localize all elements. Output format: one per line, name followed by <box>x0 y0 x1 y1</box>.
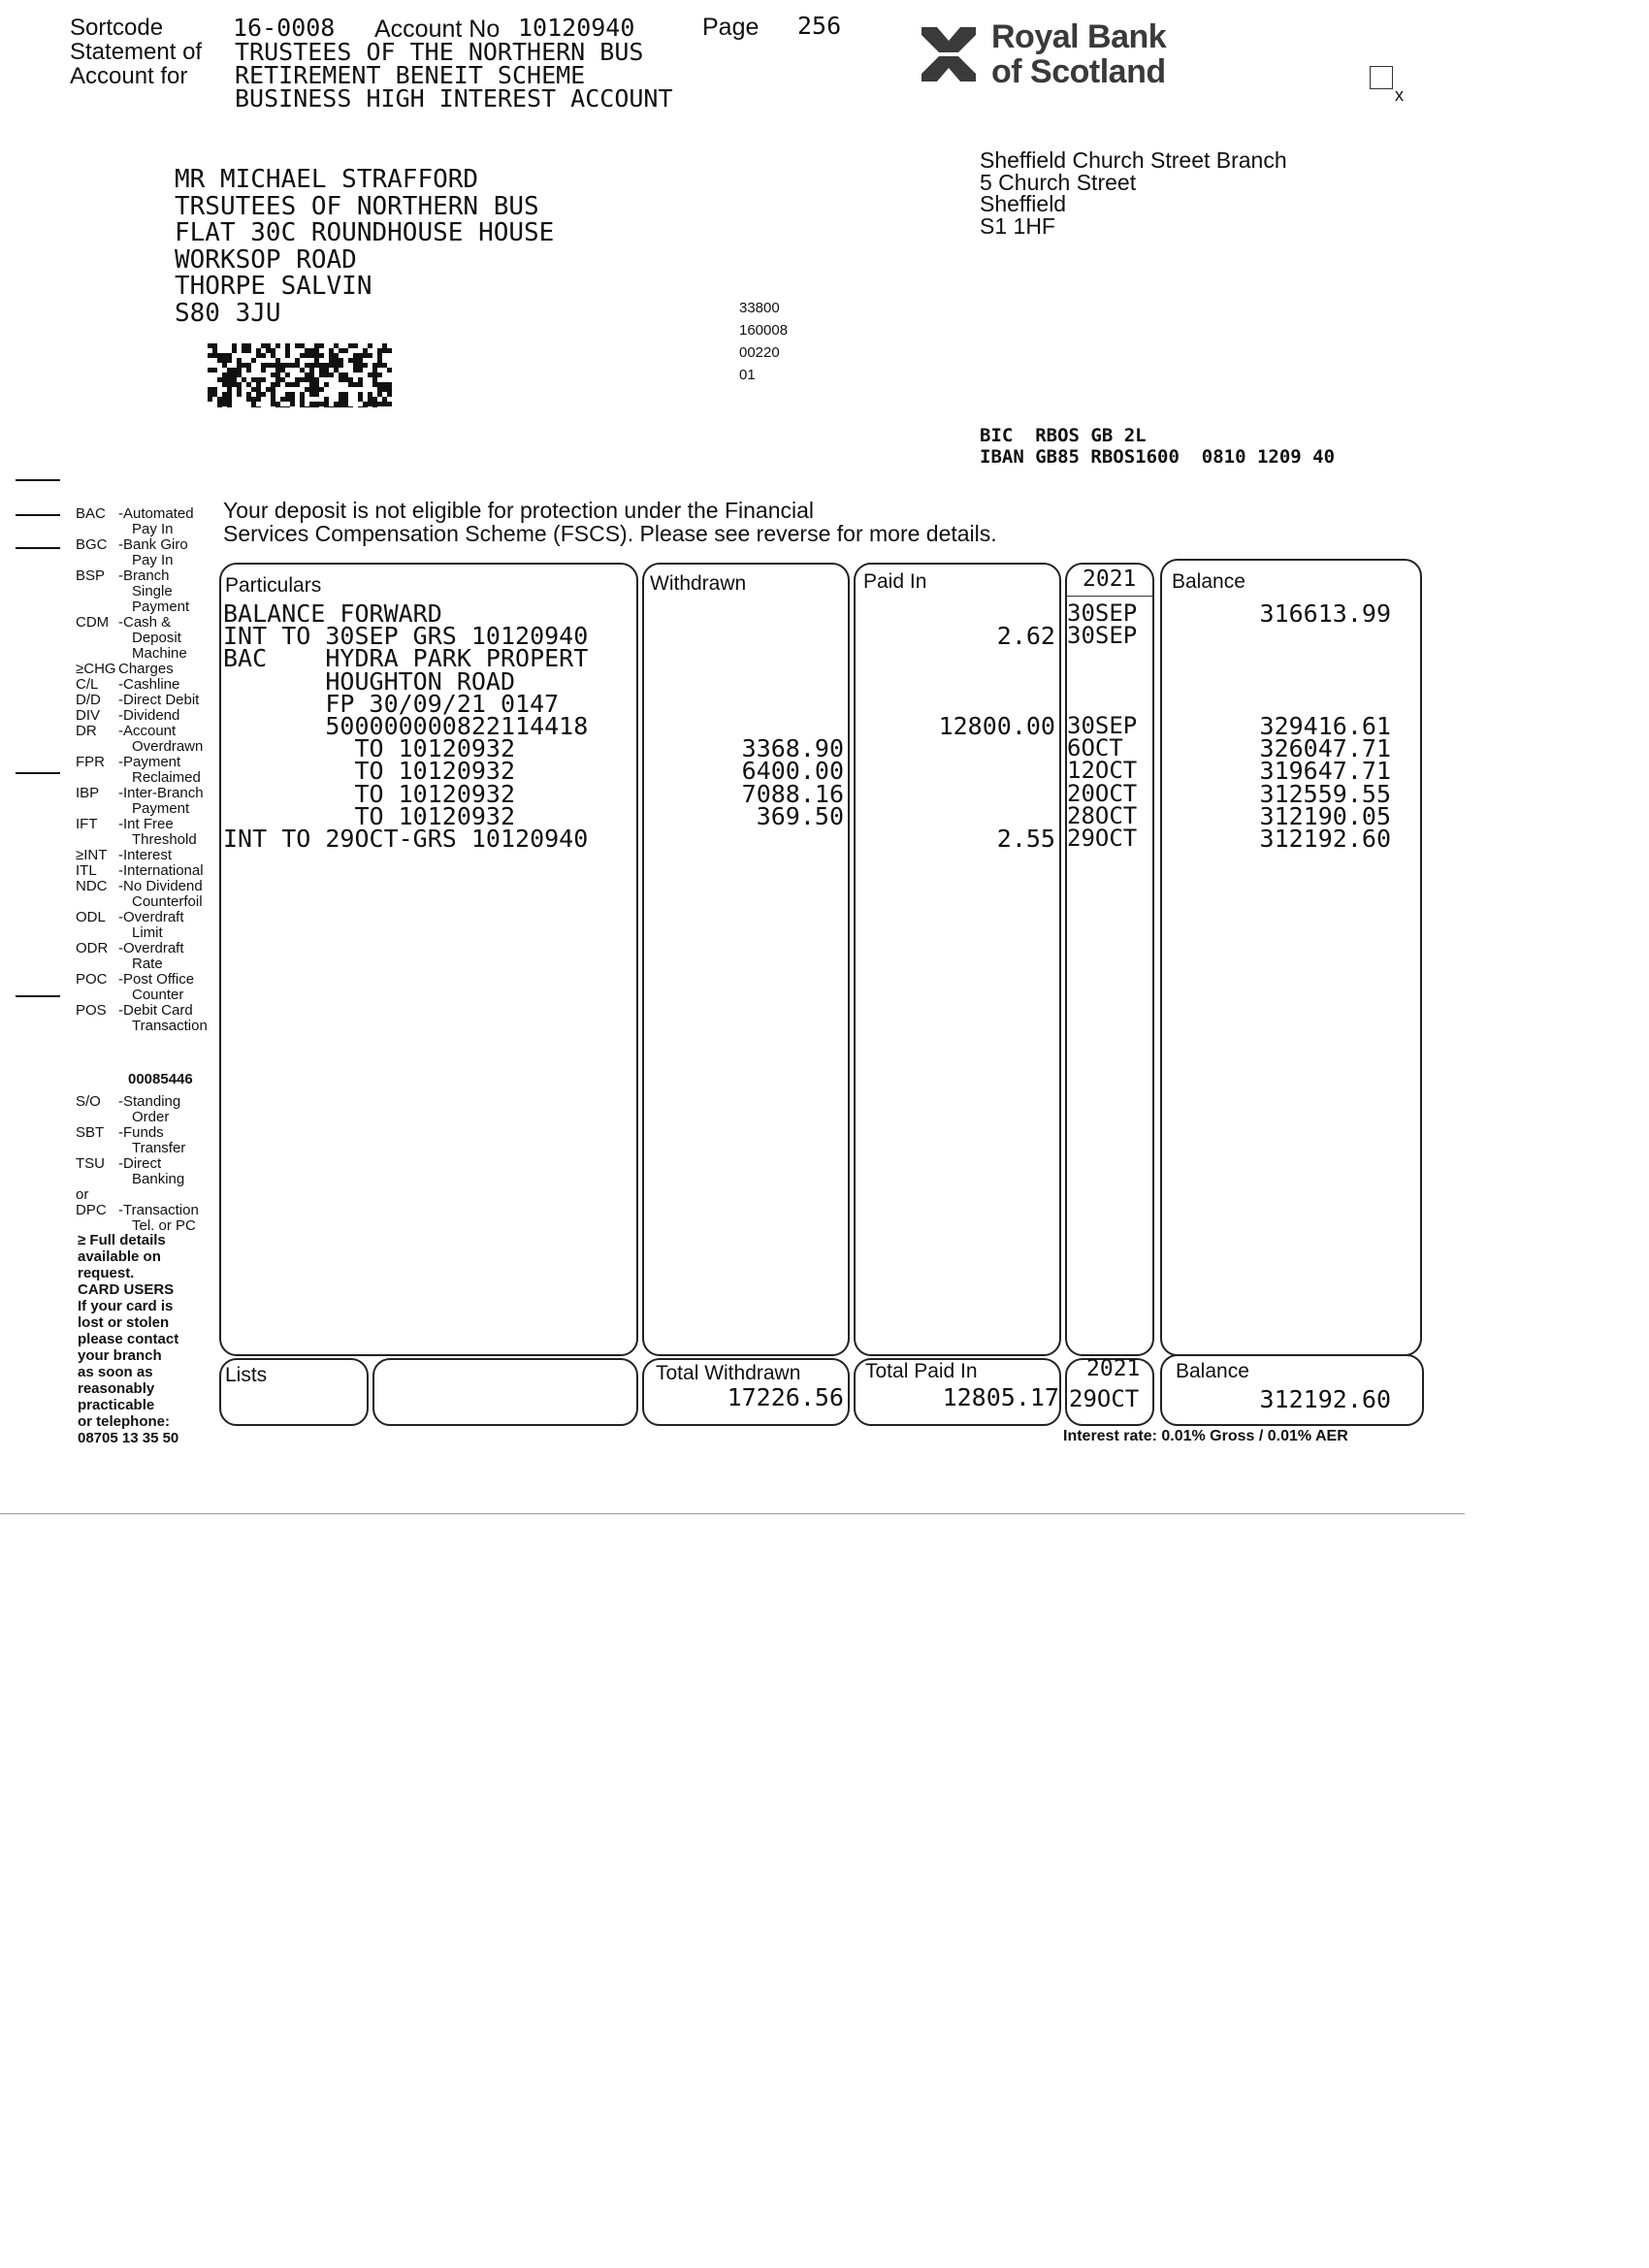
lists-value-box <box>372 1358 638 1426</box>
legend-description <box>118 693 221 708</box>
address-line: WORKSOP ROAD <box>175 244 357 275</box>
legend-description <box>118 615 221 662</box>
legend-description <box>118 537 221 568</box>
address-line: S80 3JU <box>175 298 281 328</box>
legend-description-line: Transaction <box>132 1018 208 1034</box>
transaction-code-legend <box>76 506 221 1034</box>
legend-code: S/O <box>76 1093 101 1110</box>
legend-description-line: -Automated <box>118 505 194 522</box>
legend-description-line: Deposit <box>132 630 181 646</box>
legend-note-line: your branch <box>78 1347 162 1364</box>
legend-code: or <box>76 1186 89 1203</box>
row-particulars: TO 10120932 <box>223 734 516 763</box>
row-paid-in: 2.55 <box>996 825 1055 853</box>
withdrawn-header: Withdrawn <box>650 572 747 595</box>
legend-description <box>118 910 221 941</box>
legend-note-line: available on <box>78 1248 161 1265</box>
bank-logo-icon <box>918 23 980 85</box>
legend-description-line: Single <box>132 583 173 599</box>
address-line: FLAT 30C ROUNDHOUSE HOUSE <box>175 218 555 248</box>
legend-notes <box>78 1232 213 1446</box>
address-line: TRSUTEES OF NORTHERN BUS <box>175 191 539 221</box>
bic-iban <box>980 425 1335 468</box>
row-balance: 312192.60 <box>1259 825 1391 853</box>
legend-description <box>118 786 221 817</box>
legend-item <box>76 506 221 537</box>
legend-description-line: -Overdraft <box>118 909 184 925</box>
checkbox-mark: x <box>1395 85 1404 105</box>
address-line: THORPE SALVIN <box>175 272 372 302</box>
row-particulars: TO 10120932 <box>223 801 516 830</box>
particulars-header: Particulars <box>225 574 322 597</box>
legend-reference: 00085446 <box>128 1071 193 1087</box>
legend-item <box>76 615 221 662</box>
legend-item <box>76 662 221 677</box>
legend-description <box>118 708 221 724</box>
legend-description-line: Payment <box>132 800 190 817</box>
legend-description-line: -Account <box>118 723 177 739</box>
account-for-label: Account for <box>70 63 188 89</box>
legend-code: ODR <box>76 940 109 956</box>
legend-description <box>118 848 221 863</box>
legend-note-line: as soon as <box>78 1364 153 1380</box>
legend-note-line: ≥ Full details <box>78 1232 166 1248</box>
account-name-line: RETIREMENT BENEIT SCHEME <box>235 61 586 89</box>
row-balance: 329416.61 <box>1259 712 1391 740</box>
legend-description-line: Rate <box>132 956 163 972</box>
closing-date: 29OCT <box>1069 1385 1140 1412</box>
legend-code: TSU <box>76 1155 105 1172</box>
date-column <box>1065 563 1154 1356</box>
page-label: Page <box>702 14 760 41</box>
row-balance: 312190.05 <box>1259 801 1391 830</box>
page-edge <box>0 1513 1465 1514</box>
row-date: 30SEP <box>1067 599 1138 627</box>
legend-description <box>118 1094 221 1125</box>
legend-code: IBP <box>76 785 100 801</box>
balance-column <box>1160 559 1422 1356</box>
header-labels <box>70 16 202 88</box>
legend-description-line: Counter <box>132 987 184 1003</box>
legend-description-line: Pay In <box>132 521 174 537</box>
legend-code: DPC <box>76 1202 107 1218</box>
legend-description-line: Limit <box>132 924 163 941</box>
balance-header: Balance <box>1172 570 1245 593</box>
bank-name-line: Royal Bank <box>991 18 1167 55</box>
legend-description-line: Order <box>132 1109 170 1125</box>
legend-note-line: or telephone: <box>78 1413 171 1430</box>
legend-code: POC <box>76 971 108 988</box>
legend-item <box>76 848 221 863</box>
legend-description-line: -Direct Debit <box>118 692 200 708</box>
legend-note-line: lost or stolen <box>78 1314 170 1331</box>
legend-description <box>118 941 221 972</box>
legend-description <box>118 1203 221 1234</box>
legend-description-line: -No Dividend <box>118 878 203 894</box>
row-balance: 312559.55 <box>1259 779 1391 808</box>
legend-item <box>76 1125 221 1156</box>
row-date: 12OCT <box>1067 757 1138 785</box>
legend-description-line: Tel. or PC <box>132 1217 196 1234</box>
legend-item <box>76 708 221 724</box>
legend-code: DIV <box>76 707 101 724</box>
fscs-line: Your deposit is not eligible for protection under the Financial <box>223 498 815 523</box>
year-divider <box>1067 596 1152 597</box>
margin-mark <box>16 514 60 516</box>
legend-description <box>118 817 221 848</box>
address-line: MR MICHAEL STRAFFORD <box>175 165 479 194</box>
legend-description-line: Charges <box>118 661 174 677</box>
row-date: 30SEP <box>1067 622 1138 650</box>
sortcode-label: Sortcode <box>70 15 164 41</box>
branch-line: S1 1HF <box>980 212 1055 239</box>
legend-description-line: -Payment <box>118 754 181 770</box>
account-names <box>235 38 673 113</box>
row-date: 28OCT <box>1067 801 1138 829</box>
margin-mark <box>16 479 60 481</box>
legend-code: ODL <box>76 909 106 925</box>
legend-note-line: CARD USERS <box>78 1281 175 1298</box>
closing-year: 2021 <box>1086 1356 1141 1381</box>
legend-description-line: Pay In <box>132 552 174 568</box>
mail-code: 160008 <box>739 322 789 339</box>
legend-description-line: -Cash & <box>118 614 172 631</box>
legend-item <box>76 568 221 615</box>
legend-description <box>118 724 221 755</box>
legend-description-line: Payment <box>132 599 190 615</box>
row-balance: 316613.99 <box>1259 599 1391 628</box>
branch-line: 5 Church Street <box>980 169 1137 195</box>
legend-description-line: Counterfoil <box>132 893 203 910</box>
row-particulars: INT TO 29OCT-GRS 10120940 <box>223 825 589 853</box>
legend-description-line: Transfer <box>132 1140 186 1156</box>
legend-item <box>76 786 221 817</box>
row-paid-in: 2.62 <box>996 622 1055 651</box>
row-particulars: HOUGHTON ROAD <box>223 666 516 696</box>
legend-description <box>118 879 221 910</box>
row-balance: 326047.71 <box>1259 734 1391 763</box>
legend-description-line: Reclaimed <box>132 769 201 786</box>
legend-description <box>118 506 221 537</box>
legend-code: FPR <box>76 754 105 770</box>
mail-code: 33800 <box>739 300 780 316</box>
bank-name-line: of Scotland <box>991 53 1166 90</box>
bic-line: BIC RBOS GB 2L <box>980 425 1147 446</box>
legend-description-line: -Cashline <box>118 676 180 693</box>
checkbox <box>1370 66 1393 89</box>
legend-description <box>118 972 221 1003</box>
legend-code: ≥CHG <box>76 661 116 677</box>
legend-description-line: -Funds <box>118 1124 164 1141</box>
legend-code: CDM <box>76 614 110 631</box>
year-header: 2021 <box>1083 567 1137 592</box>
legend-item <box>76 677 221 693</box>
legend-code: C/L <box>76 676 99 693</box>
row-withdrawn: 6400.00 <box>741 757 844 786</box>
account-name-line: TRUSTEES OF THE NORTHERN BUS <box>235 38 644 66</box>
iban-line: IBAN GB85 RBOS1600 0810 1209 40 <box>980 446 1336 468</box>
legend-description <box>118 863 221 879</box>
row-withdrawn: 3368.90 <box>741 734 844 763</box>
row-date: 6OCT <box>1067 734 1123 762</box>
row-balance: 319647.71 <box>1259 757 1391 786</box>
legend-item <box>76 941 221 972</box>
legend-description-line: -Direct <box>118 1155 162 1172</box>
interest-rate: Interest rate: 0.01% Gross / 0.01% AER <box>1063 1428 1348 1444</box>
legend-code: IFT <box>76 816 98 832</box>
margin-mark <box>16 995 60 997</box>
row-particulars: BALANCE FORWARD <box>223 599 442 628</box>
legend-code: BGC <box>76 536 108 553</box>
mail-code: 01 <box>739 367 756 383</box>
row-withdrawn: 7088.16 <box>741 779 844 808</box>
legend-item <box>76 879 221 910</box>
legend-description-line: -Overdraft <box>118 940 184 956</box>
legend-code: NDC <box>76 878 108 894</box>
legend-item <box>76 693 221 708</box>
margin-mark <box>16 772 60 774</box>
legend-code: BAC <box>76 505 106 522</box>
total-withdrawn-value: 17226.56 <box>727 1383 844 1411</box>
legend-description-line: Threshold <box>132 831 197 848</box>
legend-item <box>76 817 221 848</box>
mail-code: 00220 <box>739 344 780 361</box>
branch-line: Sheffield Church Street Branch <box>980 147 1287 173</box>
fscs-line: Services Compensation Scheme (FSCS). Please see reverse for more details. <box>223 521 997 546</box>
legend-description-line: -International <box>118 862 204 879</box>
row-particulars: TO 10120932 <box>223 779 516 808</box>
legend-description-line: -Branch <box>118 567 170 584</box>
row-particulars: TO 10120932 <box>223 757 516 786</box>
legend-description <box>118 662 221 677</box>
total-withdrawn-label: Total Withdrawn <box>656 1362 801 1384</box>
legend-description <box>118 1156 221 1187</box>
row-date: 29OCT <box>1067 825 1138 852</box>
legend-item <box>76 755 221 786</box>
closing-balance-value: 312192.60 <box>1259 1385 1391 1413</box>
legend-description-line: -Transaction <box>118 1202 199 1218</box>
branch-address <box>980 149 1287 237</box>
row-withdrawn: 369.50 <box>756 801 844 830</box>
legend-item <box>76 1094 221 1125</box>
legend-description <box>118 1187 221 1203</box>
row-particulars: BAC HYDRA PARK PROPERT <box>223 644 589 673</box>
legend-item <box>76 972 221 1003</box>
row-paid-in: 12800.00 <box>938 712 1055 740</box>
legend-description-line: -Post Office <box>118 971 195 988</box>
bank-name <box>991 19 1166 89</box>
margin-mark <box>16 547 60 549</box>
legend-code: SBT <box>76 1124 105 1141</box>
statement-of-label: Statement of <box>70 39 203 65</box>
legend-description-line: Machine <box>132 645 187 662</box>
account-name-line: BUSINESS HIGH INTEREST ACCOUNT <box>235 84 673 113</box>
legend-description-line: -Dividend <box>118 707 180 724</box>
page-number: 256 <box>797 12 842 40</box>
legend-item <box>76 1156 221 1187</box>
legend-note-line: If your card is <box>78 1298 174 1314</box>
legend-code: D/D <box>76 692 101 708</box>
legend-note-line: request. <box>78 1265 135 1281</box>
total-paid-in-value: 12805.17 <box>942 1383 1059 1411</box>
legend-description <box>118 1125 221 1156</box>
legend-description-line: -Bank Giro <box>118 536 188 553</box>
legend-description-line: -Interest <box>118 847 173 863</box>
legend-description-line: Overdrawn <box>132 738 204 755</box>
sortcode-value: 16-0008 <box>233 14 336 42</box>
closing-balance-label: Balance <box>1176 1360 1249 1382</box>
paid-in-column <box>854 563 1061 1356</box>
row-date: 30SEP <box>1067 712 1138 739</box>
legend-description <box>118 677 221 693</box>
legend-description <box>118 755 221 786</box>
legend-item <box>76 1003 221 1034</box>
legend-description-line: Banking <box>132 1171 185 1187</box>
legend-code: DR <box>76 723 97 739</box>
legend-item <box>76 910 221 941</box>
customer-address <box>175 167 554 328</box>
row-particulars: FP 30/09/21 0147 <box>223 689 560 718</box>
legend-note-line: practicable <box>78 1397 155 1413</box>
legend-description-line: -Inter-Branch <box>118 785 204 801</box>
legend-item <box>76 537 221 568</box>
legend-item <box>76 863 221 879</box>
legend-code: ≥INT <box>76 847 108 863</box>
legend-item <box>76 1203 221 1234</box>
row-date: 20OCT <box>1067 779 1138 807</box>
mail-codes <box>739 297 788 386</box>
account-no-label: Account No <box>374 16 501 43</box>
row-particulars: 500000000822114418 <box>223 712 589 740</box>
withdrawn-column <box>642 563 850 1356</box>
legend-description <box>118 1003 221 1034</box>
legend-description <box>118 568 221 615</box>
legend-note-line: reasonably <box>78 1380 155 1397</box>
legend-note-line: please contact <box>78 1331 179 1347</box>
legend-code: ITL <box>76 862 97 879</box>
branch-line: Sheffield <box>980 191 1067 216</box>
total-paid-in-label: Total Paid In <box>865 1360 978 1382</box>
row-particulars: INT TO 30SEP GRS 10120940 <box>223 622 589 651</box>
legend-description-line: -Int Free <box>118 816 174 832</box>
lists-label: Lists <box>225 1364 268 1386</box>
fscs-notice <box>223 499 997 545</box>
legend-code: POS <box>76 1002 107 1019</box>
account-no-value: 10120940 <box>518 14 635 42</box>
legend-description-line: -Debit Card <box>118 1002 193 1019</box>
legend-item <box>76 724 221 755</box>
legend-note-line: 08705 13 35 50 <box>78 1430 179 1446</box>
paid-in-header: Paid In <box>863 570 927 593</box>
legend-description-line: -Standing <box>118 1093 181 1110</box>
transaction-code-legend-2 <box>76 1094 221 1234</box>
legend-code: BSP <box>76 567 106 584</box>
barcode-icon <box>208 343 392 407</box>
legend-item <box>76 1187 221 1203</box>
